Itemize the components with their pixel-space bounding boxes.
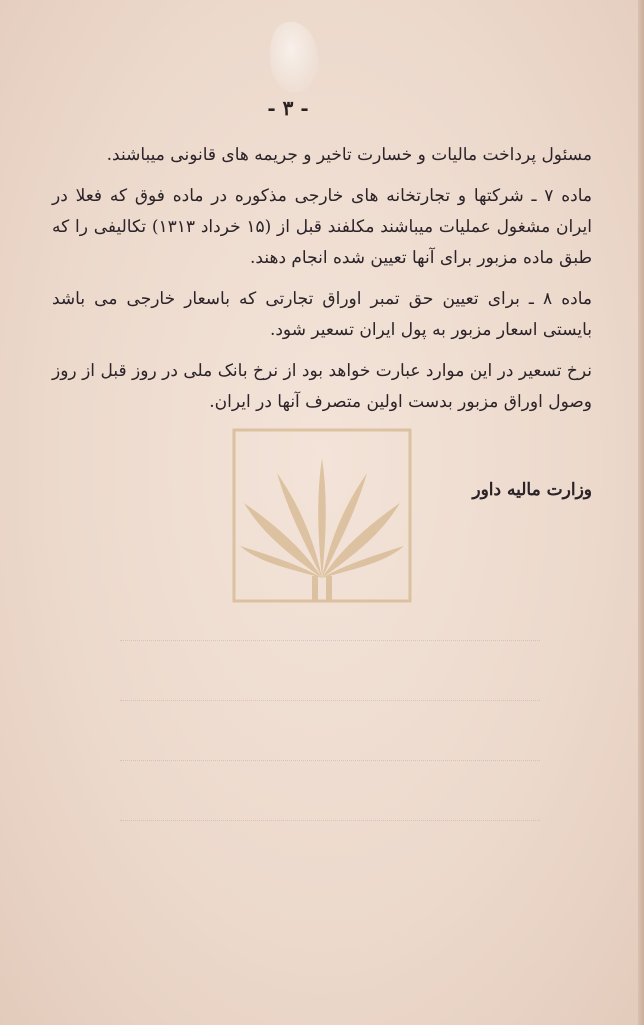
bleed-through-line — [120, 700, 540, 702]
library-watermark-icon — [232, 428, 412, 603]
exchange-rate-paragraph: نرخ تسعیر در این موارد عبارت خواهد بود از نرخ بانک ملی در روز قبل از روز وصول اوراق مزبور بدست اولین متصرف آنها در ایران. — [52, 361, 592, 412]
document-body — [52, 140, 592, 428]
page-number: - ۳ - — [267, 96, 309, 120]
signature-line: وزارت مالیه داور — [472, 480, 592, 500]
bleed-through-line — [120, 820, 540, 822]
paper-edge — [638, 0, 644, 1025]
bleed-through-line — [120, 760, 540, 762]
bleed-through-line — [120, 640, 540, 642]
article-7-paragraph: ماده ۷ ـ شرکتها و تجارتخانه های خارجی مذکوره در ماده فوق که فعلا در ایران مشغول عملیات میباشند مکلفند قبل از (۱۵ خرداد ۱۳۱۳) تکالیفی را که طبق ماده مزبور برای آنها تعیین شده انجام دهند. — [52, 186, 593, 268]
paragraph: مسئول پرداخت مالیات و خسارت تاخیر و جریمه های قانونی میباشند. — [106, 145, 592, 165]
article-8-paragraph: ماده ۸ ـ برای تعیین حق تمبر اوراق تجارتی که باسعار خارجی می باشد بایستی اسعار مزبور به پول ایران تسعیر شود. — [52, 289, 592, 340]
